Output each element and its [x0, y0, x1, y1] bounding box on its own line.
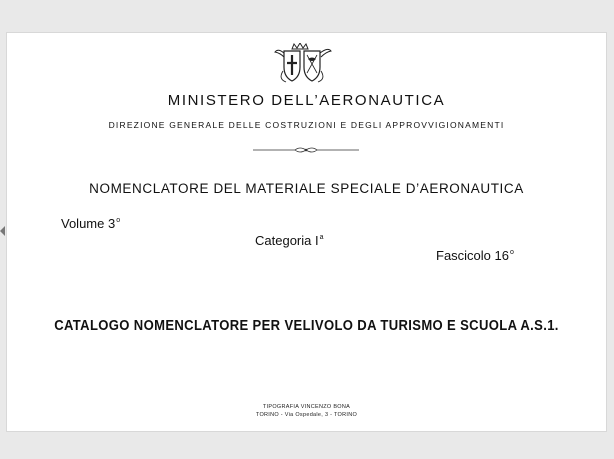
volume-label — [61, 216, 120, 231]
printer-name: TIPOGRAFIA VINCENZO BONA — [262, 404, 351, 410]
volume-ordinal: o — [116, 217, 121, 224]
fascicolo-text: Fascicolo 16 — [436, 248, 509, 263]
left-arrow-icon[interactable] — [0, 226, 5, 236]
nomenclatore-heading: NOMENCLATORE DEL MATERIALE SPECIALE D’AERONAUTICA — [89, 181, 524, 196]
divider-ornament-icon — [251, 141, 361, 149]
categoria-label — [255, 233, 324, 248]
royal-coat-of-arms-icon — [274, 43, 332, 83]
volume-text: Volume 3 — [61, 216, 116, 231]
ministry-title: MINISTERO DELL’AERONAUTICA — [167, 92, 446, 109]
categoria-ordinal: a — [319, 234, 324, 241]
categoria-text: Categoria I — [255, 233, 319, 248]
document-page — [7, 33, 606, 431]
catalogo-title: CATALOGO NOMENCLATORE PER VELIVOLO DA TURISMO E SCUOLA A.S.1. — [54, 318, 559, 334]
fascicolo-label — [436, 248, 514, 263]
printer-address: TORINO - Via Ospedale, 3 - TORINO — [255, 412, 358, 418]
direction-subtitle: DIREZIONE GENERALE DELLE COSTRUZIONI E DEGLI APPROVVIGIONAMENTI — [108, 120, 505, 130]
fascicolo-ordinal: o — [509, 249, 514, 256]
